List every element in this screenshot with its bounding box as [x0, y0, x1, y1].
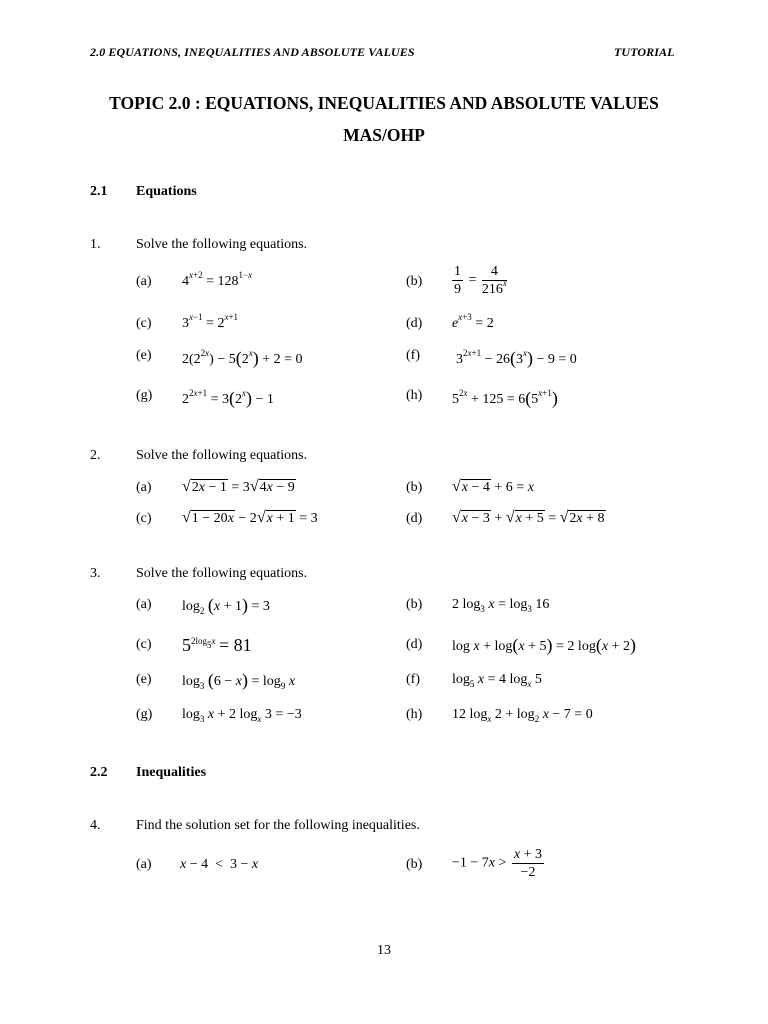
- item-label: (f): [406, 348, 420, 363]
- item-label: (h): [406, 388, 423, 403]
- item-label: (e): [136, 348, 152, 363]
- item-label: (a): [136, 857, 152, 872]
- equation: √x − 4 + 6 = x: [452, 478, 534, 495]
- question-text: Find the solution set for the following inequalities.: [136, 818, 420, 833]
- equation: $e^{x+3} = 2$: [452, 312, 494, 331]
- topic-subtitle: MAS/OHP: [343, 125, 425, 145]
- item-label: (b): [406, 274, 423, 289]
- section-title: Equations: [136, 184, 197, 199]
- equation: $3^{2x+1} - 26(3^x) - 9 = 0$: [456, 348, 577, 368]
- item-label: (c): [136, 316, 152, 331]
- item-label: (c): [136, 637, 152, 652]
- equation: $\log_3 (6 - x) = \log_9 x$: [182, 670, 296, 691]
- item-label: (g): [136, 388, 153, 403]
- equation: 12 $\log_x 2 + \log_2 x - 7 = 0$: [452, 707, 593, 724]
- item-label: (b): [406, 857, 423, 872]
- equation: log x + log(x + 5) = 2 log(x + 2): [452, 635, 636, 655]
- equation: √1 − 20x − 2√x + 1 = 3: [182, 509, 318, 526]
- equation: √2x − 1 = 3√4x − 9: [182, 478, 295, 495]
- item-label: (b): [406, 480, 423, 495]
- item-label: (a): [136, 597, 152, 612]
- equation: $4^{x+2} = 128^{1-x}$: [182, 270, 253, 289]
- item-label: (b): [406, 597, 423, 612]
- equation: $5^{2log_5x} = 81$: [182, 635, 252, 655]
- running-header-title: 2.0 EQUATIONS, INEQUALITIES AND ABSOLUTE VALUES: [90, 45, 415, 59]
- item-label: (c): [136, 511, 152, 526]
- equation: $5^{2x} + 125 = 6(5^{x+1})$: [452, 388, 558, 408]
- question-text: Solve the following equations.: [136, 566, 308, 581]
- item-label: (h): [406, 707, 423, 722]
- item-label: (g): [136, 707, 153, 722]
- equation: $\frac{1}{9}$ = $\frac{4}{216^x}$: [454, 264, 507, 297]
- page-number: 13: [377, 943, 391, 958]
- item-label: (d): [406, 511, 423, 526]
- equation: $\log_3 x + 2$ $\log_x 3 = -3$: [182, 707, 302, 724]
- inequality: x − 4 < 3 − x: [180, 857, 259, 872]
- topic-title: TOPIC 2.0 : EQUATIONS, INEQUALITIES AND ABSOLUTE VALUES: [109, 93, 659, 113]
- question-number: 1.: [90, 237, 101, 252]
- question-number: 3.: [90, 566, 101, 581]
- equation: $3^{x-1} = 2^{x+1}$: [182, 312, 239, 331]
- inequality: −1 − 7x > $\frac{x + 3}{-2}$: [452, 847, 543, 880]
- question-text: Solve the following equations.: [136, 237, 308, 252]
- equation: $\log_5 x = 4$ $\log_x 5$: [452, 672, 542, 689]
- running-header-tutorial: TUTORIAL: [614, 45, 675, 59]
- item-label: (d): [406, 637, 423, 652]
- equation: $\log_2 (x + 1) = 3$: [182, 595, 270, 616]
- section-number: 2.2: [90, 765, 108, 780]
- item-label: (e): [136, 672, 152, 687]
- question-number: 2.: [90, 448, 101, 463]
- equation: 2 $\log_3 x = \log_3 16$: [452, 597, 550, 614]
- equation: $2(2^{2x}) - 5(2^x) + 2 = 0$: [182, 348, 303, 368]
- item-label: (f): [406, 672, 420, 687]
- item-label: (a): [136, 274, 152, 289]
- item-label: (d): [406, 316, 423, 331]
- equation: √x − 3 + √x + 5 = √2x + 8: [452, 509, 605, 526]
- question-text: Solve the following equations.: [136, 448, 308, 463]
- question-number: 4.: [90, 818, 101, 833]
- section-number: 2.1: [90, 184, 108, 199]
- equation: $2^{2x+1} = 3(2^x) - 1$: [182, 388, 274, 408]
- item-label: (a): [136, 480, 152, 495]
- section-title: Inequalities: [136, 765, 207, 780]
